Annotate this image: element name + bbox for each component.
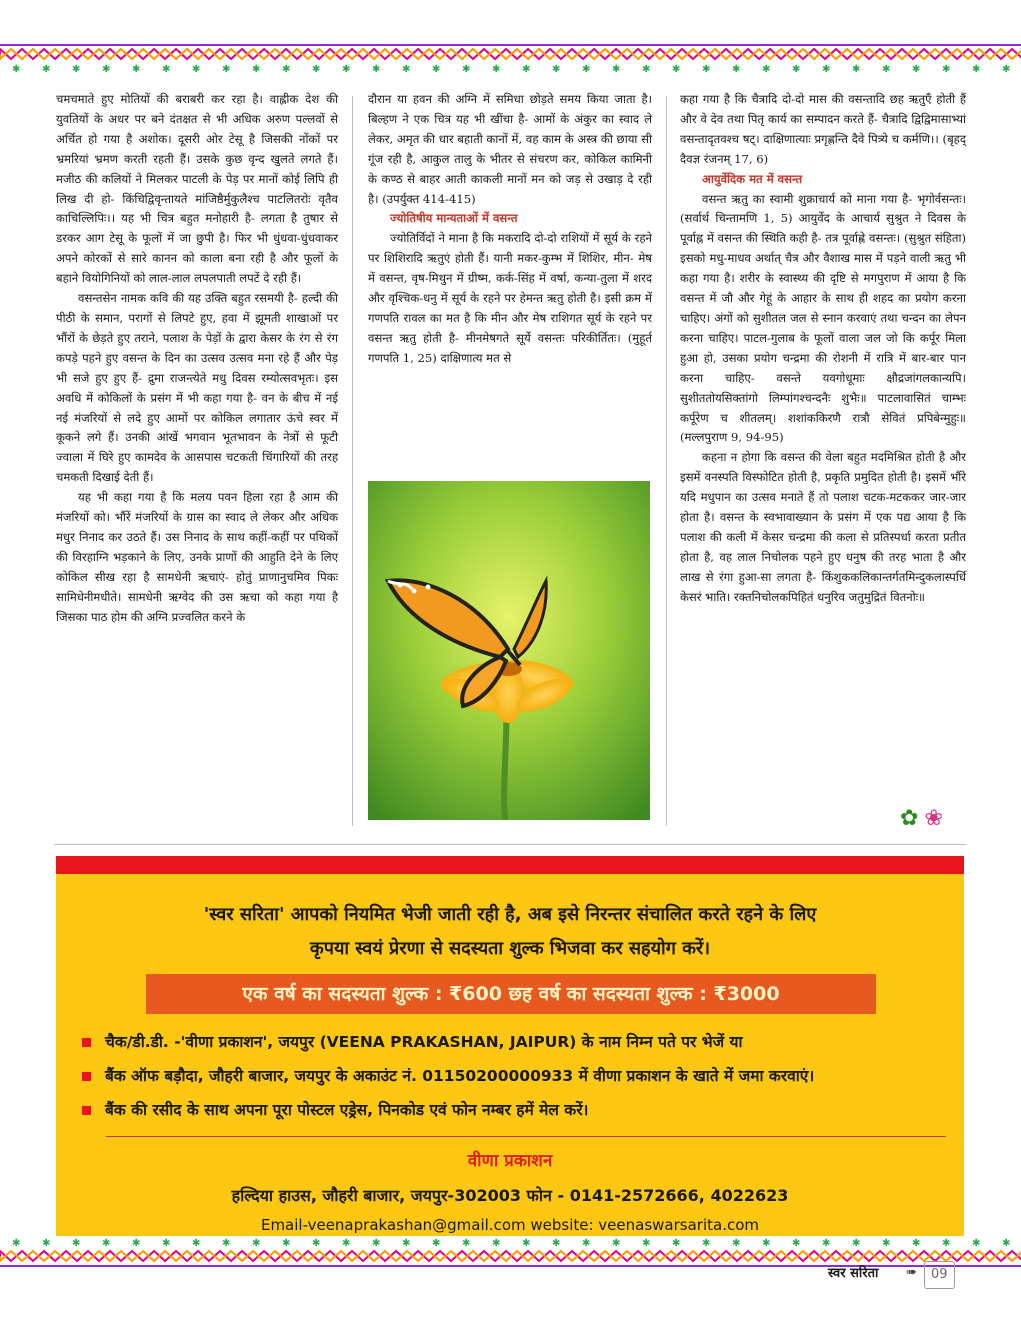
- paragraph: वसन्तसेन नामक कवि की यह उक्ति बहुत रसमयी है- हल्दी की पीठी के समान, परागों से लिपटे हुए, हवा में झूमती शाखाओं पर भौंरों के छेड़ते हुए तराने, पलाश के पेड़ों के द्वारा केसर के रंग से रंग कपड़े पहने हुए वसन्त के दिन का उत्सव उत्सव मना रहे हैं और पेड़ भी सजे हुए हुए हैं- द्रुमा राजन्त्येते मधु दिवस रम्योत्सवभृतः। इस अवधि में कोकिलों के प्रसंग में भी कहा गया है- वन के बीच में नई नई मंजरियों से लदे हुए आमों पर कोकिल लगातार ऊंचे स्वर में कूकने लगे हैं। उनकी आंखें भगवान भूतभावन के नेत्रों से फूटी ज्वाला में घिरे हुए कामदेव के आसपास चटकती चिंगारियों की तरह चमकती दिखाई देती हैं।: [56, 291, 338, 485]
- star-ornament-icon: ✱: [162, 1238, 171, 1249]
- star-ornament-icon: ✱: [42, 64, 51, 75]
- star-ornament-icon: ✱: [1002, 64, 1011, 75]
- star-ornament-icon: ✱: [192, 1238, 201, 1249]
- notice-separator: [106, 1136, 946, 1137]
- star-ornament-icon: ✱: [372, 64, 381, 75]
- column-divider: [666, 96, 667, 826]
- arrow-right-icon: ➠: [906, 1265, 917, 1280]
- star-ornament-icon: ✱: [522, 1238, 531, 1249]
- star-ornament-icon: ✱: [642, 1238, 651, 1249]
- star-ornament-icon: ✱: [402, 1238, 411, 1249]
- column-divider: [352, 96, 353, 826]
- star-ornament-icon: ✱: [462, 64, 471, 75]
- contact-info: Email-veenaprakashan@gmail.com website: veenaswarsarita.com: [260, 1216, 760, 1234]
- star-ornament-icon: ✱: [102, 64, 111, 75]
- star-ornament-icon: ✱: [312, 64, 321, 75]
- paragraph: ज्योतिर्विदों ने माना है कि मकरादि दो-दो राशियों में सूर्य के रहने पर शिशिरादि ऋतुएं होती हैं। यानी मकर-कुम्भ में शिशिर, मीन- मेष में वसन्त, वृष-मिथुन में ग्रीष्म, कर्क-सिंह में वर्षा, कन्या-तुला में शरद और वृश्चिक-धनु में सूर्य के रहने पर हेमन्त ऋतु होती है। इसी क्रम में गणपति रावल का मत है कि मीन और मेष राशिगत सूर्य के रहने पर वसन्त ऋतु होती है- मीनमेषगते सूर्ये वसन्तः परिकीर्तितः। (मुहूर्त गणपति 1, 25) दाक्षिणात्य मत से: [368, 231, 652, 365]
- star-ornament-icon: ✱: [12, 64, 21, 75]
- subscription-fee-band: एक वर्ष का सदस्यता शुल्क : ₹600 छह वर्ष का सदस्यता शुल्क : ₹3000: [146, 974, 876, 1014]
- star-ornament-icon: ✱: [72, 1238, 81, 1249]
- star-ornament-icon: ✱: [942, 64, 951, 75]
- article-column-2: [368, 90, 652, 369]
- star-ornament-icon: ✱: [612, 64, 621, 75]
- instruction-bullet: चैक/डी.डी. -'वीणा प्रकाशन', जयपुर (VEENA PRAKASHAN, JAIPUR) के नाम निम्न पते पर भेजें या: [82, 1030, 743, 1052]
- star-ornament-icon: ✱: [882, 64, 891, 75]
- notice-line-1: 'स्वर सरिता' आपको नियमित भेजी जाती रही है, अब इसे निरन्तर संचालित करते रहने के लिए: [203, 904, 817, 925]
- star-ornament-icon: ✱: [912, 64, 921, 75]
- star-ornament-icon: ✱: [852, 1238, 861, 1249]
- paragraph: दौरान या हवन की अग्नि में समिधा छोड़ते समय किया जाता है। बिल्हण ने एक चित्र यह भी खींचा है- आमों के अंकुर का स्वाद ले लेकर, अमृत की धार बहाती कानों में, वह काम के अस्त्र की छाया सी गूंज रही है, आकुल तालु के भीतर से संचरण कर, कोकिल कामिनी के कण्ठ से बाहर आती काकली मानों मन को जड़ से उखाड़ दे रही है। (उपर्युक्त 414-415): [368, 92, 652, 206]
- article-column-3: [680, 90, 966, 608]
- star-ornament-icon: ✱: [522, 64, 531, 75]
- page-footer: [828, 1261, 970, 1287]
- star-ornament-icon: ✱: [732, 64, 741, 75]
- star-ornament-icon: ✱: [762, 1238, 771, 1249]
- star-ornament-icon: ✱: [912, 1238, 921, 1249]
- paragraph: कहा गया है कि चैत्रादि दो-दो मास की वसन्तादि छह ऋतुएँ होती हैं और वे देव तथा पितृ कार्य का सम्पादन करते हैं- चैत्रादि द्विद्विमासाभ्यां वसन्तादृतवश्च षट्। दाक्षिणात्याः प्रगृह्णन्ति दैवे पित्र्ये च कर्मणि।। (बृहद् दैवज्ञ रंजनम् 17, 6): [680, 92, 966, 166]
- instruction-bullet: बैंक की रसीद के साथ अपना पूरा पोस्टल एड्रेस, पिनकोड एवं फोन नम्बर हमें मेल करें।: [82, 1098, 588, 1120]
- star-ornament-icon: ✱: [102, 1238, 111, 1249]
- star-ornament-icon: ✱: [642, 64, 651, 75]
- star-ornament-icon: ✱: [702, 64, 711, 75]
- star-ornament-icon: ✱: [462, 1238, 471, 1249]
- star-ornament-icon: ✱: [252, 64, 261, 75]
- star-ornament-icon: ✱: [42, 1238, 51, 1249]
- star-ornament-icon: ✱: [972, 64, 981, 75]
- star-ornament-icon: ✱: [582, 1238, 591, 1249]
- section-heading: आयुर्वेदिक मत में वसन्त: [702, 171, 803, 186]
- star-ornament-icon: ✱: [72, 64, 81, 75]
- instruction-bullet: बैंक ऑफ बड़ौदा, जौहरी बाजार, जयपुर के अकाउंट नं. 01150200000933 में वीणा प्रकाशन के खाते में जमा करवाएं।: [82, 1064, 814, 1086]
- star-ornament-icon: ✱: [762, 64, 771, 75]
- star-ornament-icon: ✱: [972, 1238, 981, 1249]
- article-column-1: [56, 90, 338, 627]
- star-ornament-icon: ✱: [582, 64, 591, 75]
- page-number: 09: [924, 1261, 955, 1289]
- star-ornament-icon: ✱: [372, 1238, 381, 1249]
- star-ornament-icon: ✱: [432, 64, 441, 75]
- star-ornament-icon: ✱: [282, 64, 291, 75]
- notice-top-bar: [56, 856, 964, 874]
- paragraph: वसन्त ऋतु का स्वामी शुक्राचार्य को माना गया है- भृगोर्वसन्तः। (सर्वार्थ चिन्तामणि 1, 5) आयुर्वेद के आचार्य सुश्रुत ने दिवस के पूर्वाह्न में वसन्त की स्थिति कही है- तत्र पूर्वाह्णे वसन्तः। (सुश्रुत संहिता) इसको मधु-माधव अर्थात् चैत्र और वैशाख मास में पड़ने वाली ऋतु भी कहा गया है। शरीर के स्वास्थ्य की दृष्टि से मगपुराण में आया है कि वसन्त में जौ और गेहूं के आहार के साथ ही शहद का प्रयोग करना चाहिए। अंगों को सुशीतल जल से स्नान करवाएं तथा चन्दन का लेपन करना चाहिए। पाटल-गुलाब के फूलों वाला जल जो कि कर्पूर मिला हुआ हो, उसका प्रयोग चन्द्रमा की रोशनी में रात्रि में बार-बार पान करना चाहिए- वसन्ते यवगोधूमाः क्षौद्रजांगलकान्यपि। सुशीततोयसिक्तांगो लिम्पांगश्चन्दनैः शुभैः॥ पाटलावासितं चाम्भः कर्पूरेण च शीतलम्। शशांककिरणै रात्रौ सेवितं प्रपिबेन्मुहुः॥ (मल्लपुराण 9, 94-95): [680, 191, 966, 445]
- star-ornament-icon: ✱: [192, 64, 201, 75]
- star-ornament-icon: ✱: [132, 1238, 141, 1249]
- star-ornament-icon: ✱: [672, 64, 681, 75]
- star-ornament-icon: ✱: [612, 1238, 621, 1249]
- bullet-icon: [82, 1038, 91, 1047]
- butterfly-on-flower-image: [368, 481, 650, 820]
- flower-ornament-icon: ✿❀: [900, 806, 949, 831]
- star-ornament-icon: ✱: [12, 1238, 21, 1249]
- star-ornament-icon: ✱: [132, 64, 141, 75]
- star-ornament-icon: ✱: [672, 1238, 681, 1249]
- star-ornament-icon: ✱: [702, 1238, 711, 1249]
- star-ornament-icon: ✱: [282, 1238, 291, 1249]
- star-ornament-icon: ✱: [222, 64, 231, 75]
- section-heading: ज्योतिषीय मान्यताओं में वसन्त: [390, 211, 518, 226]
- star-ornament-icon: ✱: [312, 1238, 321, 1249]
- notice-line-2: कृपया स्वयं प्रेरणा से सदस्यता शुल्क भिजवा कर सहयोग करें।: [309, 938, 711, 959]
- star-ornament-icon: ✱: [822, 1238, 831, 1249]
- star-ornament-icon: ✱: [342, 1238, 351, 1249]
- star-ornament-icon: ✱: [492, 1238, 501, 1249]
- star-ornament-icon: ✱: [822, 64, 831, 75]
- star-ornament-icon: ✱: [222, 1238, 231, 1249]
- bullet-icon: [82, 1106, 91, 1115]
- star-ornament-icon: ✱: [342, 64, 351, 75]
- publisher-name: वीणा प्रकाशन: [467, 1151, 553, 1171]
- star-ornament-icon: ✱: [882, 1238, 891, 1249]
- section-divider: [54, 844, 966, 845]
- star-ornament-icon: ✱: [492, 64, 501, 75]
- star-ornament-icon: ✱: [402, 64, 411, 75]
- subscription-notice: [56, 856, 964, 1236]
- star-ornament-icon: ✱: [942, 1238, 951, 1249]
- star-ornament-icon: ✱: [732, 1238, 741, 1249]
- paragraph: चमचमाते हुए मोतियों की बराबरी कर रहा है। वाह्लीक देश की युवतियों के अधर पर बने दंतक्षत से भी अधिक अरुण पल्लवों से अर्चित हो गया है अशोक। दूसरी ओर टेसू है जिसकी नोंकों पर भ्रमरियां भ्रमण करती रहती हैं। उसके कुछ वृन्द खुलते लगते हैं। मजीठ की कलियों ने मिलकर पाटली के पेड़ पर मानों कोई लिपि ही लिख दी हो- किंचिद्विवृन्तायते मांजिष्ठैर्मुकुलैश्च पाटलितरोः वृतैव काचिल्लिपिः।। यह भी चित्र बहुत मनोहारी है- लगता है तुषार से डरकर आग टेसू के फूलों में जा छुपी है। फिर भी धुंधवा-धुंधवाकर अपने कोरकों से सारे कानन को काला बना रही है और फूलों के बहाने वियोगिनियों को लाल-लाल लपलपाती लपटें दे रही हैं।: [56, 92, 338, 286]
- star-ornament-icon: ✱: [162, 64, 171, 75]
- star-ornament-icon: ✱: [792, 1238, 801, 1249]
- bullet-icon: [82, 1072, 91, 1081]
- publisher-address: हल्दिया हाउस, जौहरी बाजार, जयपुर-302003 फोन - 0141-2572666, 4022623: [231, 1186, 789, 1205]
- star-ornament-icon: ✱: [1002, 1238, 1011, 1249]
- star-ornament-icon: ✱: [552, 1238, 561, 1249]
- decorative-border-top: [0, 36, 1021, 76]
- magazine-name: स्वर सरिता: [828, 1266, 879, 1281]
- paragraph: यह भी कहा गया है कि मलय पवन हिला रहा है आम की मंजरियों को। भौंरें मंजरियों के ग्रास का स्वाद ले लेकर और अधिक मधुर निनाद कर उठते हैं। उस निनाद के साथ कहीं-कहीं पर पथिकों की विरहाग्नि भड़काने के लिए, उनके प्राणों की आहुति देने के लिए कोकिल सीख रहा है सामधेनी ऋचाएं- होतुं प्राणानुचमिव पिकः सामिधेनीमधीते। सामधेनी ऋग्वेद की उस ऋचा को कहा गया है जिसका पाठ होम की अग्नि प्रज्वलित करने के: [56, 490, 338, 624]
- star-ornament-icon: ✱: [552, 64, 561, 75]
- star-ornament-icon: ✱: [432, 1238, 441, 1249]
- paragraph: कहना न होगा कि वसन्त की वेला बहुत मदमिश्रित होती है और इसमें वनस्पति विस्फोटित होती है, प्रकृति प्रमुदित होती है। इसमें भौंरे यदि मधुपान का उत्सव मनाते हैं तो पलाश चटक-मटककर जार-जार होता है। वसन्त के स्वभावाख्यान के प्रसंग में एक पद्य आया है कि पलाश की कली में केसर चन्द्रमा की कला से प्रतिस्पर्धा करता प्रतीत होता है, वह लाल निचोलक पहने हुए धनुष की तरह भाता है और लाख से रंगा हुआ-सा लगता है- किंशुककलिकान्तर्गतमिन्दुकलास्पर्धि केसरं भाति। रक्तनिचोलकपिहितं धनुरिव जतुमुद्रितं वितनोः॥: [680, 450, 966, 604]
- star-ornament-icon: ✱: [252, 1238, 261, 1249]
- star-ornament-icon: ✱: [852, 64, 861, 75]
- star-ornament-icon: ✱: [792, 64, 801, 75]
